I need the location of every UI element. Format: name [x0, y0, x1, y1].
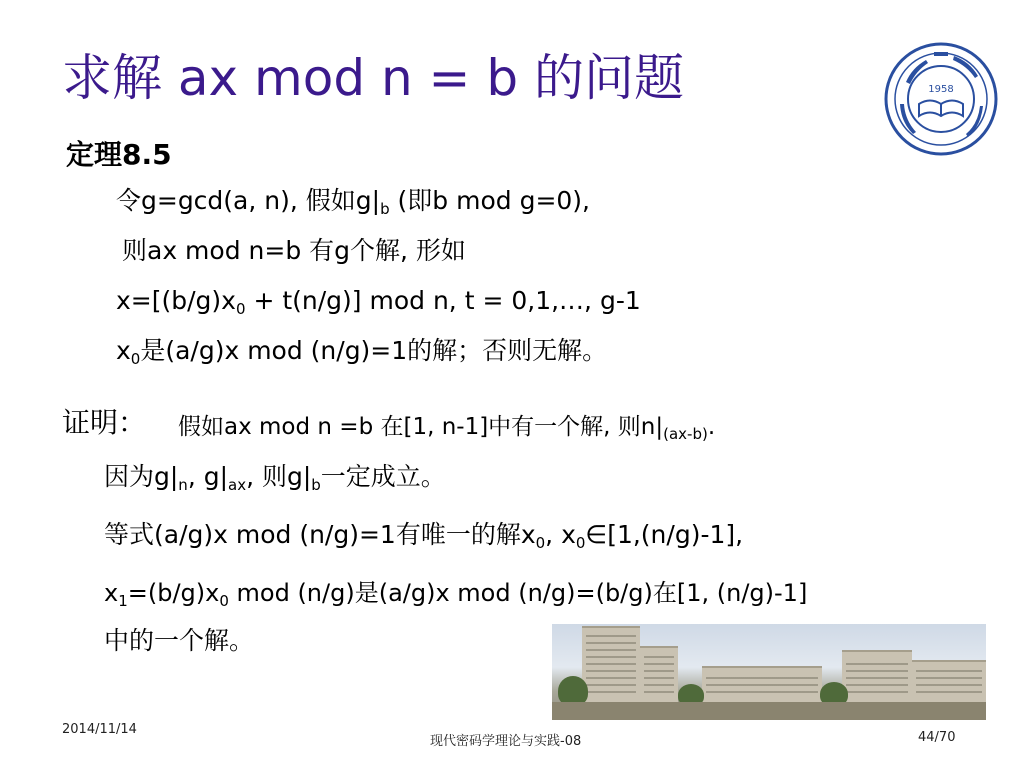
theorem-label: 定理8.5: [66, 138, 172, 171]
building: [842, 650, 912, 702]
proof-line-3: 等式(a/g)x mod (n/g)=1有唯一的解$x_0$, $x_0\in[1,(n/g)-1]$,: [104, 520, 744, 552]
building: [912, 660, 986, 702]
ground: [552, 702, 986, 720]
logo-year: 1958: [928, 84, 954, 95]
theorem-line-3: $x=[(b/g)x_0 + t(n/g)]$ mod n, t = 0,1,…, g-1: [116, 286, 641, 318]
proof-line-4: $x_1=(b/g)x_0$ mod (n/g)是(a/g)x mod (n/g)=(b/g)在[1, (n/g)-1]: [104, 579, 808, 610]
theorem-line-1: 令g=gcd(a, n), 假如$g|_b$ (即b mod g=0),: [116, 186, 590, 218]
university-logo: [884, 42, 998, 156]
proof-line-1: 假如ax mod n =b 在[1, n-1]中有一个解, 则$n|_{(ax-b)}$.: [178, 414, 716, 443]
theorem-line-2: 则ax mod n=b 有g个解, 形如: [122, 236, 466, 265]
building: [702, 666, 822, 702]
proof-line-2: 因为$g|_n$, $g|_{ax}$, 则$g|_b$一定成立。: [104, 462, 446, 494]
slide-title: 求解 ax mod n = b 的问题: [62, 49, 684, 107]
building: [582, 626, 640, 702]
building: [640, 646, 678, 702]
footer-page-number: 44/70: [918, 730, 956, 745]
theorem-line-4: $x_0$是(a/g)x mod (n/g)=1的解；否则无解。: [116, 336, 608, 368]
footer-course: 现代密码学理论与实践-08: [430, 734, 582, 749]
footer-date: 2014/11/14: [62, 722, 137, 737]
campus-photo: [552, 624, 986, 720]
proof-line-5: 中的一个解。: [104, 626, 255, 655]
proof-label: 证明：: [62, 406, 147, 439]
